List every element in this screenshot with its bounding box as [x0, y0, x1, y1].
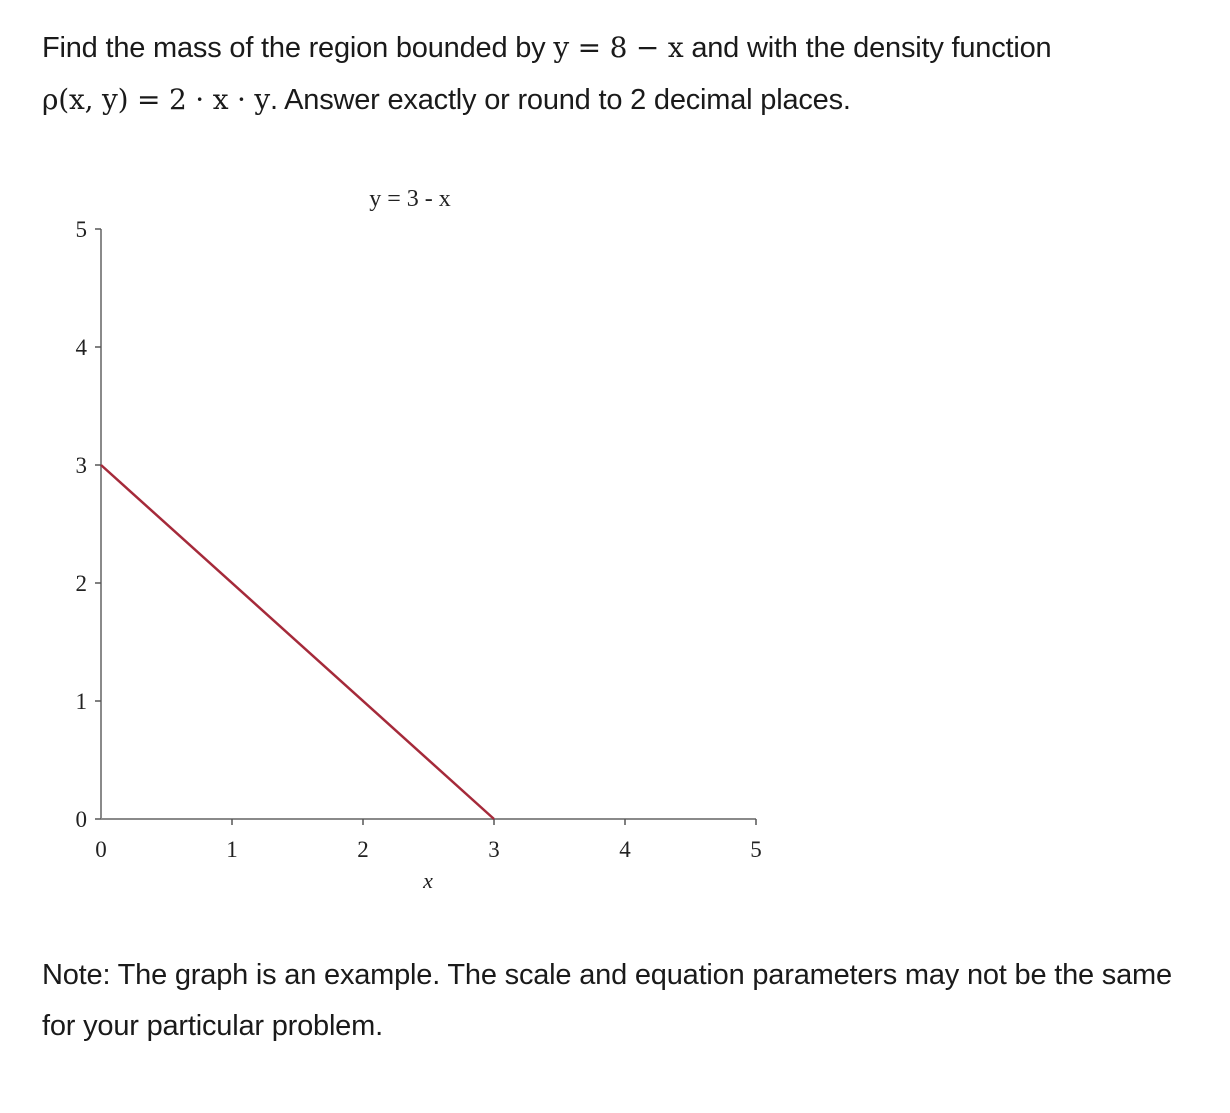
y-tick-label: 0	[75, 807, 87, 832]
x-tick-label: 4	[619, 837, 631, 862]
question-part-2: and with the density function	[683, 32, 1052, 64]
y-tick-label: 1	[75, 689, 87, 714]
chart-axes	[76, 217, 762, 862]
x-tick-label: 2	[357, 837, 369, 862]
x-axis-label: x	[423, 868, 433, 893]
x-tick-label: 0	[95, 837, 107, 862]
region-equation: y = 8 − x	[553, 31, 684, 64]
density-function: ρ(x, y) = 2 · x · y	[42, 83, 271, 116]
question-part-1: Find the mass of the region bounded by	[42, 32, 554, 64]
x-tick-label: 3	[488, 837, 500, 862]
chart-series-layer	[101, 465, 494, 819]
x-tick-label: 5	[750, 837, 762, 862]
note-text: Note: The graph is an example. The scale and equation parameters may not be the same for your particular problem.	[42, 959, 1172, 1042]
y-tick-label: 2	[75, 571, 87, 596]
y-tick-label: 3	[75, 453, 87, 478]
question-part-3: . Answer exactly or round to 2 decimal places.	[270, 84, 851, 116]
chart-title: y = 3 - x	[369, 186, 451, 212]
y-tick-label: 5	[75, 217, 87, 242]
y-tick-label: 4	[75, 335, 87, 360]
x-tick-label: 1	[226, 837, 238, 862]
series-line	[101, 465, 494, 819]
